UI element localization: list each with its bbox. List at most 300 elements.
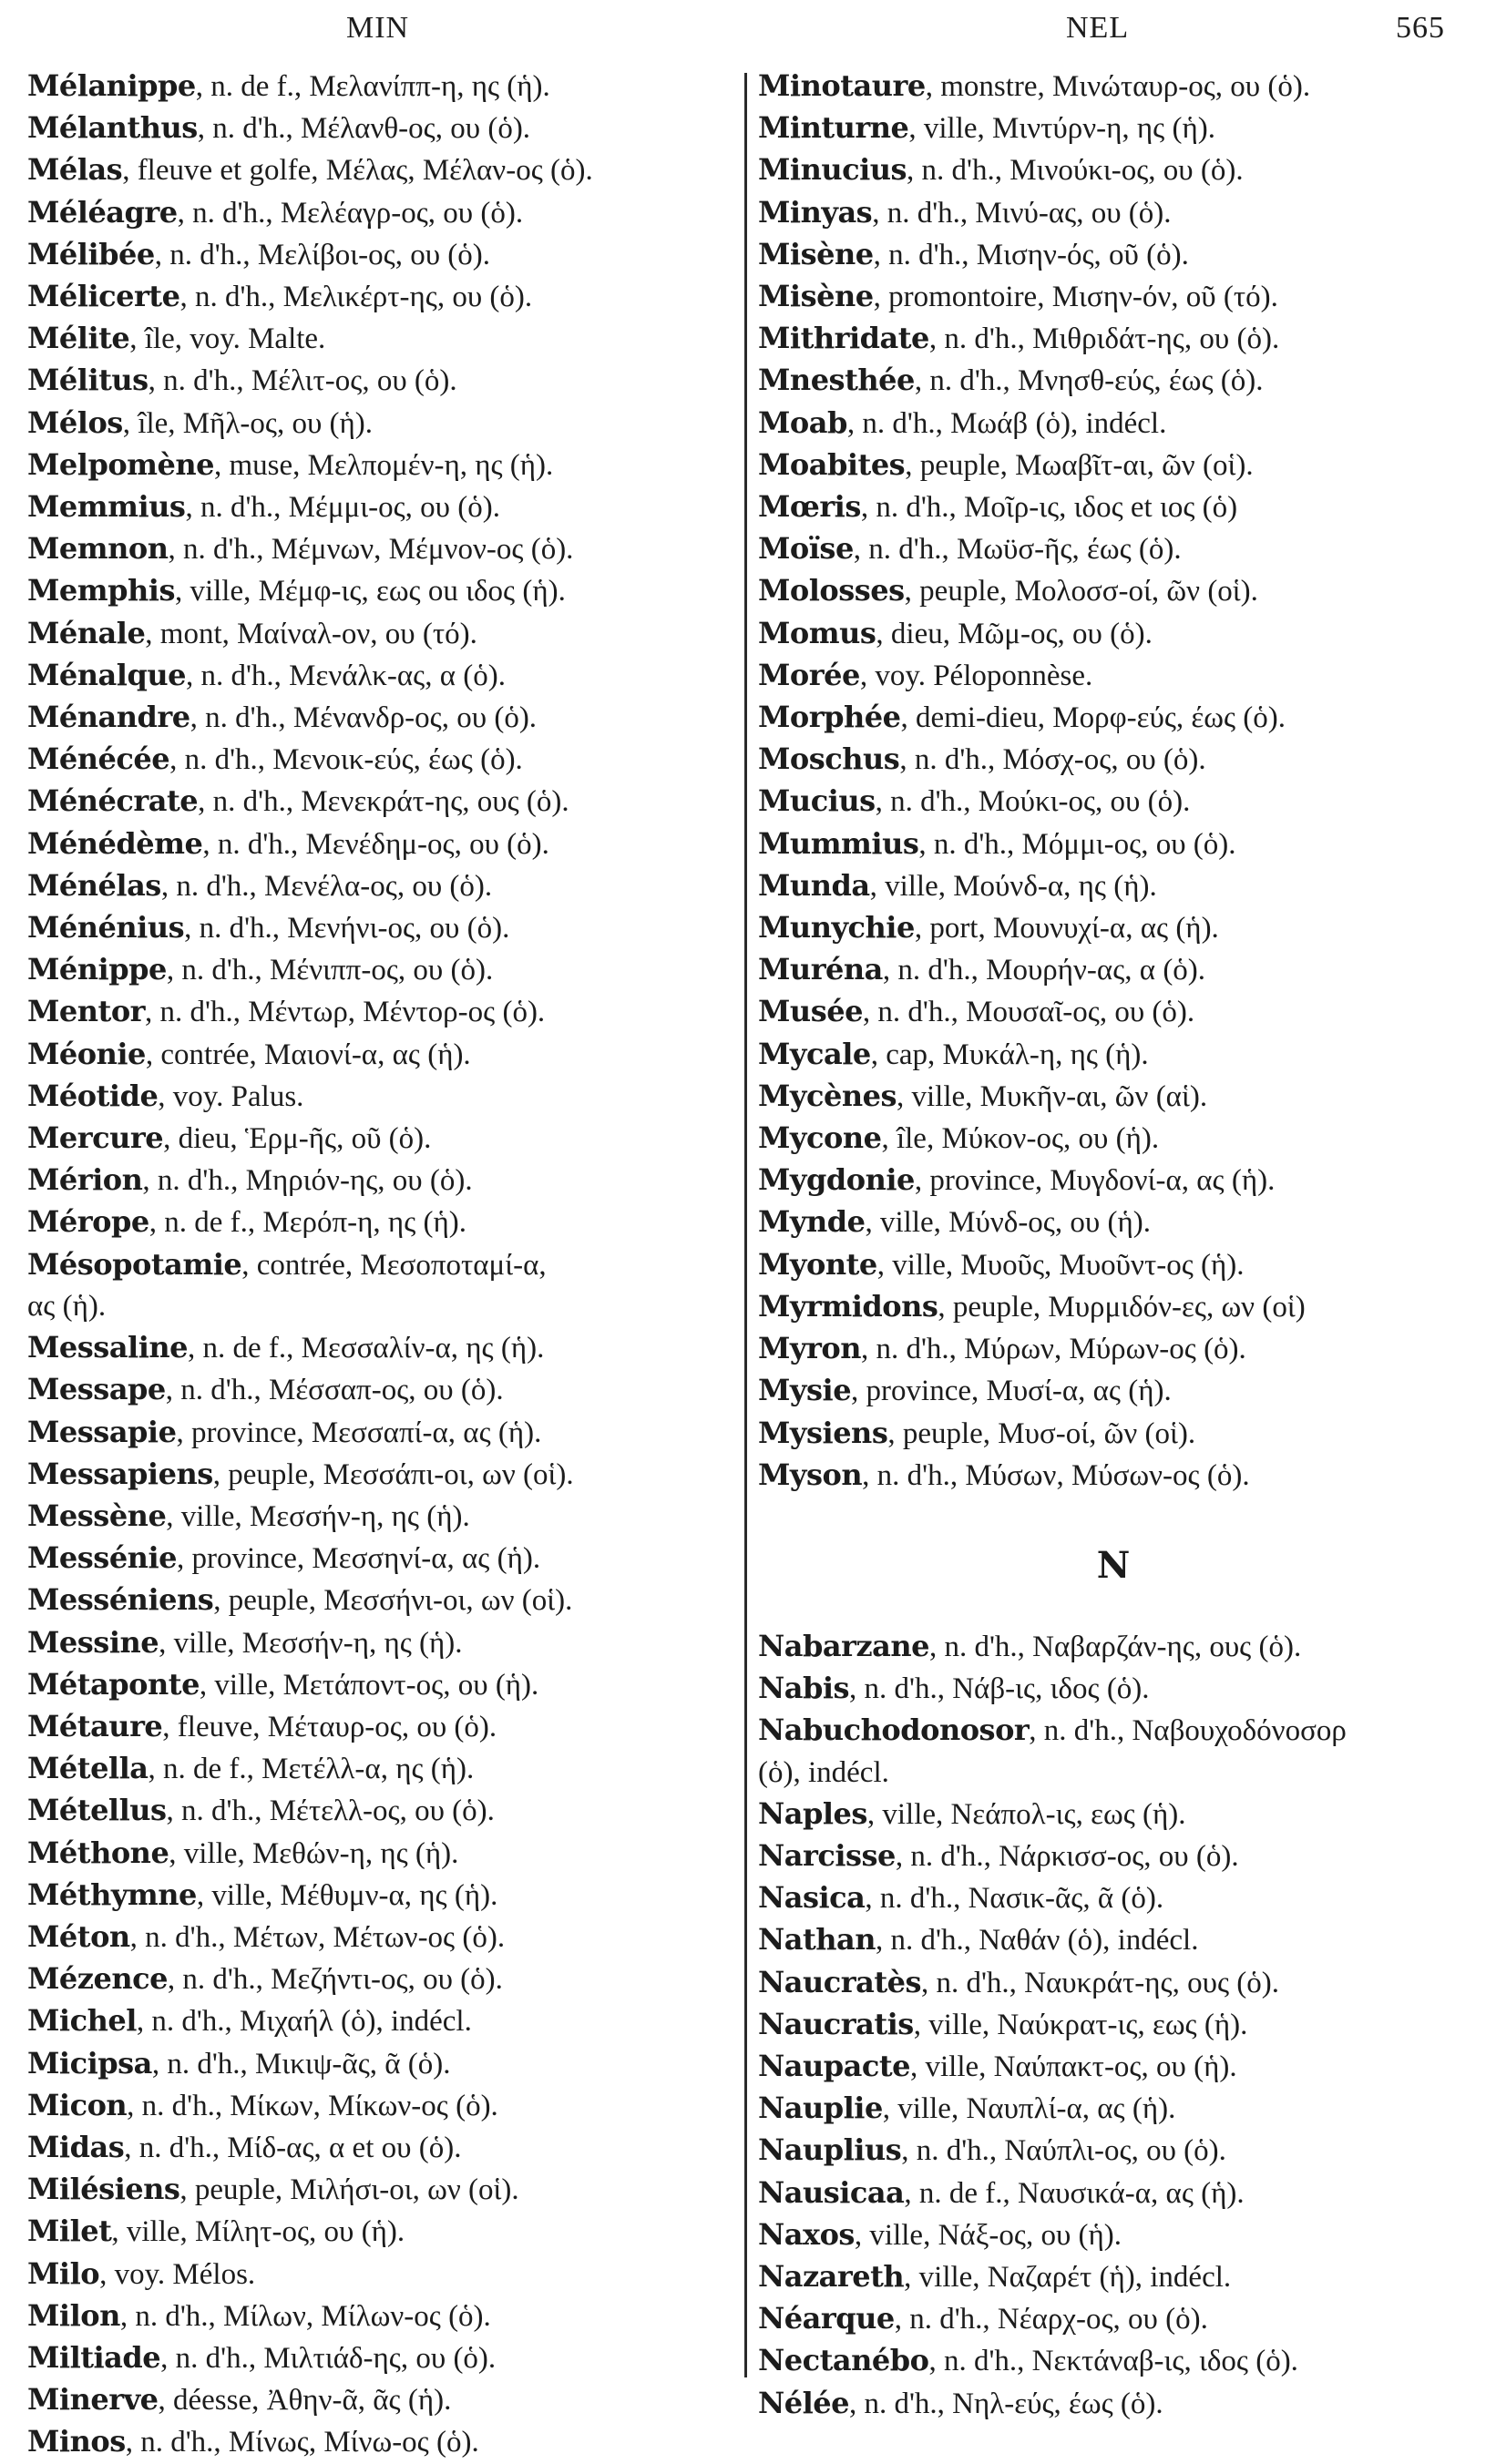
dictionary-entry (27, 445, 733, 486)
entry-definition: , peuple, Μεσσήνι-οι, ων (οἱ). (213, 1584, 573, 1618)
page-header (0, 11, 1486, 47)
entry-definition: , n. de f., Ναυσικά-α, ας (ἡ). (904, 2176, 1245, 2210)
section-m-continued (758, 66, 1469, 1497)
entry-definition: , ville, Μετάποντ-ος, ου (ἡ). (199, 1668, 539, 1702)
entry-headword: Ménécée (27, 741, 170, 777)
entry-definition: , peuple, Μωαβῖτ-αι, ῶν (οἱ). (905, 448, 1254, 482)
entry-headword: Méotide (27, 1078, 159, 1113)
entry-definition: , n. d'h., Μίδ-ας, α et ου (ὁ). (124, 2131, 462, 2164)
entry-definition: , n. d'h., Μέτων, Μέτων-ος (ὁ). (129, 1920, 506, 1954)
dictionary-entry (27, 949, 733, 991)
entry-definition: , n. d'h., Μέλιτ-ος, ου (ὁ). (148, 364, 457, 398)
entry-headword: Micipsa (27, 2045, 152, 2081)
dictionary-entry (27, 1706, 733, 1748)
entry-continuation: (ὁ), indécl. (758, 1755, 889, 1789)
entry-definition: , île, Μύκον-ος, ου (ἡ). (881, 1122, 1160, 1156)
entry-headword: Mœris (758, 489, 861, 525)
dictionary-entry (27, 2127, 733, 2169)
entry-definition: , n. d'h., Νηλ-εύς, έως (ὁ). (848, 2387, 1163, 2420)
dictionary-entry (27, 1790, 733, 1832)
dictionary-entry (758, 1076, 1469, 1118)
entry-definition: , n. d'h., Μέντωρ, Μέντορ-ος (ὁ). (145, 996, 546, 1029)
entry-headword: Micon (27, 2087, 128, 2122)
entry-headword: Myrmidons (758, 1288, 938, 1324)
entry-definition: , île, Μῆλ-ος, ου (ἡ). (122, 406, 374, 440)
dictionary-entry (27, 276, 733, 318)
entry-headword: Nabarzane (758, 1628, 929, 1663)
entry-definition: , ville, Μεσσήν-η, ης (ἡ). (159, 1626, 463, 1660)
entry-headword: Milésiens (27, 2172, 180, 2207)
entry-definition: , ville, Ναύκρατ-ις, εως (ἡ). (913, 2008, 1248, 2041)
entry-definition: , province, Μυσί-α, ας (ἡ). (851, 1375, 1172, 1408)
entry-headword: Ménale (27, 615, 146, 650)
entry-headword: Minotaure (758, 68, 926, 103)
entry-headword: Mercure (27, 1120, 164, 1156)
entry-definition: , n. d'h., Μοῖρ-ις, ιδος et ιος (ὁ) (860, 491, 1238, 525)
entry-definition: , n. d'h., Μουρήν-ας, α (ὁ). (882, 954, 1206, 987)
entry-definition: , promontoire, Μισην-όν, οῦ (τό). (873, 281, 1278, 314)
entry-definition: , port, Μουνυχί-α, ας (ἡ). (914, 912, 1219, 946)
dictionary-entry (27, 823, 733, 865)
dictionary-entry (27, 655, 733, 697)
entry-headword: Mélas (27, 152, 123, 188)
entry-headword: Mélite (27, 321, 130, 356)
entry-definition: , n. d'h., Ναθάν (ὁ), indécl. (876, 1924, 1199, 1958)
entry-definition: , n. d'h., Μεζήντι-ος, ου (ὁ). (167, 1963, 503, 1997)
dictionary-entry (27, 2421, 733, 2463)
entry-definition: , voy. Péloponnèse. (859, 659, 1093, 692)
entry-headword: Mélanippe (27, 68, 196, 103)
dictionary-entry (758, 1034, 1469, 1076)
entry-headword: Nasica (758, 1880, 866, 1916)
entry-headword: Ménélas (27, 867, 161, 903)
entry-definition: , monstre, Μινώταυρ-ος, ου (ὁ). (925, 70, 1311, 103)
dictionary-entry (758, 1286, 1469, 1328)
dictionary-entry (758, 1328, 1469, 1370)
dictionary-entry (27, 192, 733, 234)
entry-headword: Munda (758, 867, 870, 903)
dictionary-entry (27, 613, 733, 655)
entry-definition: , n. d'h., Μενάλκ-ας, α (ὁ). (185, 659, 506, 692)
entry-definition: , n. d'h., Μενέλα-ος, ου (ὁ). (160, 869, 493, 903)
entry-headword: Messéniens (27, 1582, 214, 1618)
entry-definition: , n. d'h., Μελίβοι-ος, ου (ὁ). (154, 238, 491, 271)
entry-headword: Mélanthus (27, 110, 198, 146)
entry-headword: Métella (27, 1751, 149, 1786)
entry-headword: Mysiens (758, 1415, 888, 1450)
entry-headword: Miltiade (27, 2339, 161, 2375)
entry-definition: , n. d'h., Μουσαῖ-ος, ου (ὁ). (862, 996, 1195, 1029)
entry-headword: Mucius (758, 783, 876, 819)
entry-headword: Minyas (758, 194, 873, 230)
dictionary-entry (27, 1160, 733, 1201)
dictionary-entry (27, 2379, 733, 2421)
entry-headword: Messapiens (27, 1456, 213, 1491)
dictionary-entry (758, 360, 1469, 402)
entry-definition: , n. d'h., Μέσσαπ-ος, ου (ὁ). (165, 1374, 504, 1407)
entry-definition: , ville, Νάξ-ος, ου (ἡ). (854, 2218, 1122, 2252)
dictionary-entry (27, 1244, 733, 1327)
entry-definition: , n. d'h., Μέλανθ-ος, ου (ὁ). (197, 112, 531, 146)
entry-headword: Méthone (27, 1835, 169, 1870)
entry-headword: Mélibée (27, 236, 155, 271)
entry-definition: , n. d'h., Νάβ-ις, ιδος (ὁ). (849, 1672, 1150, 1706)
dictionary-entry (758, 1370, 1469, 1412)
entry-definition: , peuple, Μολοσσ-οί, ῶν (οἱ). (904, 575, 1258, 608)
dictionary-entry (27, 1664, 733, 1706)
dictionary-entry (758, 949, 1469, 991)
entry-definition: , n. d'h., Μινύ-ας, ου (ὁ). (872, 196, 1172, 230)
running-head-right: NEL (1066, 11, 1130, 45)
entry-headword: Messine (27, 1624, 159, 1660)
entry-headword: Messape (27, 1372, 166, 1407)
entry-definition: , ville, Μύνδ-ος, ου (ἡ). (865, 1206, 1151, 1240)
entry-headword: Ménippe (27, 952, 167, 987)
dictionary-entry (758, 1413, 1469, 1455)
dictionary-entry (758, 1919, 1469, 1961)
dictionary-entry (27, 1369, 733, 1411)
dictionary-entry (758, 655, 1469, 697)
dictionary-entry (27, 1454, 733, 1496)
dictionary-entry (758, 2088, 1469, 2130)
dictionary-entry (27, 2085, 733, 2127)
entry-definition: , peuple, Μυσ-οί, ῶν (οἱ). (887, 1416, 1196, 1450)
entry-headword: Nausicaa (758, 2174, 905, 2210)
dictionary-entry (27, 739, 733, 781)
entry-headword: Moab (758, 404, 847, 440)
dictionary-entry (758, 613, 1469, 655)
dictionary-entry (758, 2173, 1469, 2214)
dictionary-entry (758, 403, 1469, 445)
entry-definition: , n. d'h., Ναβουχοδόνοσορ (1029, 1714, 1347, 1748)
dictionary-entry (27, 907, 733, 949)
entry-headword: Myson (758, 1457, 863, 1492)
dictionary-entry (758, 2130, 1469, 2172)
entry-headword: Milo (27, 2255, 100, 2291)
dictionary-entry (27, 2254, 733, 2295)
entry-headword: Molosses (758, 573, 905, 608)
entry-headword: Mérion (27, 1162, 143, 1198)
entry-definition: , n. d'h., Μιλτιάδ-ης, ου (ὁ). (160, 2341, 497, 2375)
entry-definition: , n. d'h., Μελέαγρ-ος, ου (ὁ). (177, 196, 524, 230)
entry-headword: Nathan (758, 1922, 876, 1958)
entry-headword: Muréna (758, 952, 883, 987)
entry-headword: Mysie (758, 1373, 852, 1408)
entry-definition: , n. d'h., Μνησθ-εύς, έως (ὁ). (914, 364, 1264, 398)
dictionary-entry (758, 1244, 1469, 1286)
entry-headword: Minerve (27, 2382, 159, 2418)
dictionary-entry (27, 528, 733, 570)
entry-headword: Mentor (27, 994, 146, 1029)
entry-headword: Mithridate (758, 321, 929, 356)
dictionary-entry (758, 1962, 1469, 2004)
dictionary-entry (27, 1412, 733, 1454)
entry-definition: , n. de f., Μερόπ-η, ης (ἡ). (149, 1206, 466, 1240)
dictionary-entry (27, 1958, 733, 2000)
entry-definition: , n. d'h., Μούκι-ος, ου (ὁ). (875, 785, 1191, 819)
dictionary-entry (758, 528, 1469, 570)
entry-headword: Mérope (27, 1204, 149, 1240)
dictionary-entry (758, 697, 1469, 739)
dictionary-entry (758, 234, 1469, 276)
entry-definition: , ville, Μέμφ-ις, εως ou ιδος (ἡ). (174, 575, 566, 608)
dictionary-entry (27, 570, 733, 612)
entry-headword: Naxos (758, 2216, 855, 2252)
entry-headword: Méthymne (27, 1876, 197, 1912)
entry-headword: Nabuchodonosor (758, 1713, 1030, 1748)
running-head-left: MIN (346, 11, 410, 45)
entry-definition: , ville, Ναύπακτ-ος, ου (ἡ). (909, 2050, 1237, 2083)
entry-definition: , n. d'h., Νάρκισσ-ος, ου (ὁ). (895, 1839, 1239, 1873)
entry-headword: Moschus (758, 741, 900, 777)
dictionary-entry (27, 318, 733, 360)
entry-definition: , n. d'h., Μωάβ (ὁ), indécl. (846, 406, 1167, 440)
dictionary-entry (758, 991, 1469, 1033)
entry-headword: Naupacte (758, 2048, 910, 2083)
entry-headword: Moabites (758, 446, 906, 482)
dictionary-entry (27, 2337, 733, 2379)
entry-definition: , peuple, Μιλήσι-οι, ων (οἱ). (179, 2173, 519, 2207)
entry-definition: , n. d'h., Μιχαήλ (ὁ), indécl. (136, 2005, 472, 2039)
dictionary-entry (758, 1626, 1469, 1668)
entry-definition: , n. d'h., Μενέδημ-ος, ου (ὁ). (202, 827, 549, 861)
entry-headword: Méton (27, 1918, 130, 1954)
entry-headword: Minturne (758, 110, 909, 146)
entry-definition: , voy. Palus. (158, 1079, 304, 1113)
entry-headword: Messène (27, 1498, 167, 1533)
entry-definition: , n. d'h., Μωϋσ-ῆς, έως (ὁ). (853, 533, 1182, 567)
entry-headword: Nabis (758, 1671, 850, 1706)
entry-definition: , fleuve et golfe, Μέλας, Μέλαν-ος (ὁ). (122, 154, 593, 188)
entry-definition: , voy. Mélos. (99, 2257, 256, 2291)
dictionary-entry (758, 907, 1469, 949)
entry-definition: , province, Μεσσαπί-α, ας (ἡ). (176, 1416, 542, 1449)
entry-definition: , n. de f., Μελανίππ-η, ης (ἡ). (195, 70, 550, 103)
entry-definition: , n. d'h., Μενοικ-εύς, έως (ὁ). (169, 743, 523, 777)
dictionary-entry (758, 823, 1469, 865)
dictionary-entry (758, 149, 1469, 191)
dictionary-entry (27, 149, 733, 191)
section-letter-heading: N (1096, 1543, 1131, 1587)
entry-headword: Naucratès (758, 1964, 921, 1999)
entry-definition: , ville, Μέθυμν-α, ης (ἡ). (196, 1878, 498, 1912)
entry-headword: Minucius (758, 152, 907, 188)
dictionary-entry (758, 781, 1469, 823)
entry-definition: , n. d'h., Μιθριδάτ-ης, ου (ὁ). (928, 322, 1280, 356)
entry-definition: , n. d'h., Μένιππ-ος, ου (ὁ). (166, 954, 494, 987)
entry-definition: , ville, Ναζαρέτ (ἡ), indécl. (904, 2260, 1232, 2294)
section-n (758, 1626, 1469, 2425)
dictionary-entry (758, 865, 1469, 907)
dictionary-entry (27, 1917, 733, 1958)
entry-headword: Memphis (27, 573, 175, 608)
entry-headword: Michel (27, 2003, 137, 2039)
entry-headword: Métellus (27, 1793, 167, 1828)
dictionary-entry (758, 2340, 1469, 2382)
entry-headword: Myonte (758, 1246, 877, 1282)
entry-headword: Misène (758, 236, 874, 271)
dictionary-entry (758, 318, 1469, 360)
entry-definition: , n. d'h., Μόμμι-ος, ου (ὁ). (918, 827, 1236, 861)
dictionary-entry (27, 1833, 733, 1875)
entry-headword: Melpomène (27, 446, 214, 482)
entry-definition: , n. d'h., Ναβαρζάν-ης, ους (ὁ). (928, 1630, 1302, 1663)
entry-headword: Ménécrate (27, 783, 199, 819)
entry-definition: , n. d'h., Μέτελλ-ος, ου (ὁ). (166, 1794, 495, 1828)
entry-headword: Métaponte (27, 1666, 200, 1702)
entry-headword: Mynde (758, 1204, 866, 1240)
entry-headword: Méonie (27, 1036, 146, 1071)
dictionary-entry (27, 1496, 733, 1538)
entry-definition: , n. d'h., Μικιψ-ᾶς, ᾶ (ὁ). (151, 2047, 451, 2081)
entry-headword: Memnon (27, 531, 169, 567)
entry-headword: Messaline (27, 1330, 188, 1365)
dictionary-entry (758, 107, 1469, 149)
entry-headword: Ménénius (27, 910, 185, 946)
dictionary-entry (27, 1748, 733, 1790)
dictionary-entry (27, 2295, 733, 2337)
entry-headword: Memmius (27, 489, 186, 525)
entry-definition: , dieu, Μῶμ-ος, ου (ὁ). (876, 617, 1153, 650)
entry-definition: , n. d'h., Μύρων, Μύρων-ος (ὁ). (860, 1333, 1246, 1366)
entry-headword: Nazareth (758, 2258, 905, 2294)
dictionary-entry (758, 2004, 1469, 2046)
entry-headword: Ménédème (27, 825, 203, 861)
entry-definition: , ville, Νεάπολ-ις, εως (ἡ). (866, 1797, 1186, 1831)
entry-definition: , n. d'h., Μελικέρτ-ης, ου (ὁ). (179, 281, 533, 314)
entry-headword: Mycale (758, 1036, 871, 1071)
dictionary-entry (758, 2214, 1469, 2256)
page-number: 565 (1396, 11, 1445, 45)
entry-definition: , cap, Μυκάλ-η, ης (ἡ). (870, 1038, 1149, 1071)
entry-definition: , n. d'h., Μισην-ός, οῦ (ὁ). (873, 238, 1189, 271)
dictionary-entry (27, 66, 733, 107)
dictionary-entry (27, 697, 733, 739)
entry-definition: , déesse, Ἀθην-ᾶ, ᾶς (ἡ). (158, 2384, 452, 2418)
dictionary-entry (758, 66, 1469, 107)
entry-definition: , contrée, Μεσοποταμί-α, (241, 1248, 547, 1282)
entry-headword: Mygdonie (758, 1162, 915, 1198)
entry-definition: , n. d'h., Νεκτάναβ-ις, ιδος (ὁ). (928, 2345, 1298, 2378)
entry-headword: Néarque (758, 2301, 895, 2336)
entry-definition: , ville, Μυκῆν-αι, ῶν (αἱ). (897, 1079, 1208, 1113)
dictionary-entry (27, 2000, 733, 2042)
dictionary-entry (758, 739, 1469, 781)
entry-headword: Misène (758, 279, 874, 314)
entry-definition: , fleuve, Μέταυρ-ος, ου (ὁ). (162, 1710, 497, 1743)
entry-definition: , ville, Μυοῦς, Μυοῦντ-ος (ἡ). (876, 1248, 1245, 1282)
entry-headword: Minos (27, 2424, 126, 2459)
column-divider (744, 73, 747, 2377)
entry-definition: , n. d'h., Ναυκράτ-ης, ους (ὁ). (920, 1966, 1279, 1999)
dictionary-entry (758, 486, 1469, 528)
entry-headword: Métaure (27, 1708, 163, 1743)
entry-definition: , ville, Μεσσήν-η, ης (ἡ). (166, 1499, 470, 1533)
right-column (758, 66, 1469, 2425)
entry-definition: , n. d'h., Μενεκράτ-ης, ους (ὁ). (198, 785, 569, 819)
entry-headword: Nauplius (758, 2132, 902, 2168)
entry-headword: Mésopotamie (27, 1246, 242, 1282)
dictionary-entry (758, 1201, 1469, 1243)
dictionary-entry (27, 2169, 733, 2211)
entry-definition: , demi-dieu, Μορφ-εύς, έως (ὁ). (900, 701, 1286, 735)
entry-headword: Méléagre (27, 194, 178, 230)
entry-definition: , n. d'h., Μίνως, Μίνω-ος (ὁ). (125, 2426, 479, 2459)
entry-definition: , n. d'h., Μόσχ-ος, ου (ὁ). (899, 743, 1206, 777)
dictionary-entry (27, 1118, 733, 1160)
entry-headword: Mélos (27, 404, 123, 440)
entry-headword: Milon (27, 2297, 120, 2333)
entry-definition: , dieu, Ἑρμ-ῆς, οῦ (ὁ). (163, 1122, 432, 1156)
dictionary-entry (27, 1875, 733, 1917)
dictionary-entry (27, 781, 733, 823)
entry-headword: Morphée (758, 700, 901, 735)
dictionary-entry (27, 1580, 733, 1621)
entry-definition: , ville, Μίλητ-ος, ου (ἡ). (111, 2215, 405, 2249)
dictionary-entry (758, 445, 1469, 486)
entry-definition: , muse, Μελπομέν-η, ης (ἡ). (214, 448, 554, 482)
entry-definition: , n. de f., Μετέλλ-α, ης (ἡ). (148, 1753, 475, 1786)
entry-definition: , province, Μεσσηνί-α, ας (ἡ). (176, 1542, 541, 1576)
dictionary-entry (27, 1034, 733, 1076)
dictionary-entry (758, 1835, 1469, 1877)
dictionary-entry (27, 234, 733, 276)
entry-headword: Midas (27, 2129, 125, 2164)
entry-definition: , n. d'h., Μηριόν-ης, ου (ὁ). (142, 1164, 473, 1198)
entry-headword: Nauplie (758, 2091, 883, 2126)
entry-definition: , ville, Ναυπλί-α, ας (ἡ). (882, 2092, 1176, 2126)
entry-headword: Naples (758, 1795, 867, 1831)
entry-headword: Milet (27, 2214, 112, 2249)
entry-headword: Mélicerte (27, 279, 180, 314)
entry-definition: , n. d'h., Μινούκι-ος, ου (ὁ). (907, 154, 1244, 188)
entry-definition: , n. d'h., Μέμμι-ος, ου (ὁ). (185, 491, 500, 525)
entry-headword: Myron (758, 1331, 861, 1366)
entry-definition: , n. d'h., Ναύπλι-ος, ου (ὁ). (901, 2134, 1226, 2168)
entry-definition: , n. d'h., Μίκων, Μίκων-ος (ὁ). (127, 2089, 498, 2122)
dictionary-entry (27, 107, 733, 149)
entry-definition: , province, Μυγδονί-α, ας (ἡ). (914, 1164, 1276, 1198)
entry-headword: Mycènes (758, 1078, 897, 1113)
entry-definition: , n. de f., Μεσσαλίν-α, ης (ἡ). (187, 1332, 545, 1365)
entry-headword: Mummius (758, 825, 919, 861)
dictionary-entry (27, 2043, 733, 2085)
entry-definition: , n. d'h., Νέαρχ-ος, ου (ὁ). (894, 2303, 1208, 2336)
entry-headword: Mélitus (27, 363, 149, 398)
entry-headword: Mycone (758, 1120, 882, 1156)
entry-headword: Messapie (27, 1414, 177, 1449)
entry-headword: Nélée (758, 2385, 849, 2420)
entry-headword: Ménandre (27, 700, 190, 735)
dictionary-entry (27, 360, 733, 402)
dictionary-entry (758, 1455, 1469, 1497)
dictionary-entry (27, 865, 733, 907)
dictionary-entry (27, 1538, 733, 1580)
dictionary-entry (27, 2211, 733, 2253)
entry-headword: Mnesthée (758, 363, 915, 398)
entry-headword: Naucratis (758, 2006, 914, 2041)
entry-definition: , ville, Μούνδ-α, ης (ἡ). (869, 869, 1157, 903)
dictionary-entry (758, 570, 1469, 612)
dictionary-entry (27, 1076, 733, 1118)
entry-definition: , n. d'h., Μέμνων, Μέμνον-ος (ὁ). (168, 533, 574, 567)
entry-definition: , n. d'h., Μενήνι-ος, ου (ὁ). (184, 912, 510, 946)
entry-definition: , n. d'h., Νασικ-ᾶς, ᾶ (ὁ). (865, 1882, 1164, 1916)
dictionary-entry (27, 991, 733, 1033)
entry-definition: , ville, Μιντύρν-η, ης (ἡ). (908, 112, 1215, 146)
entry-headword: Morée (758, 657, 860, 692)
entry-definition: , peuple, Μεσσάπι-οι, ων (οἱ). (212, 1457, 574, 1491)
